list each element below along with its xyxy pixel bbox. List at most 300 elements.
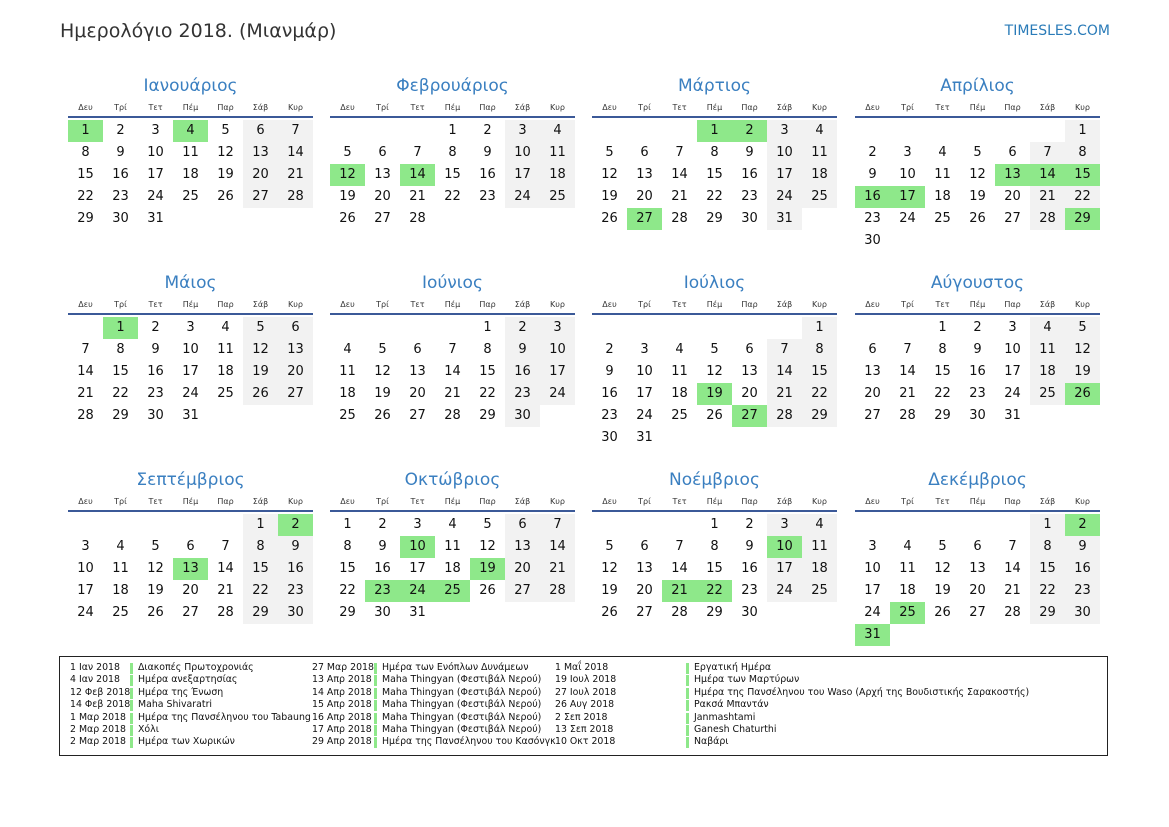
day-cell: 10	[77, 561, 94, 576]
day-cell: 17	[767, 558, 802, 580]
weekday-label: Σάβ	[252, 103, 269, 112]
weekday-label: Κυρ	[1075, 103, 1090, 112]
weekday-label: Σάβ	[514, 497, 531, 506]
holiday-color-marker	[686, 725, 689, 736]
day-cell: 26	[374, 408, 391, 423]
weekday-label: Σάβ	[1039, 300, 1056, 309]
holiday-day: 13	[173, 558, 208, 580]
day-cell: 28	[77, 408, 94, 423]
header-divider	[68, 116, 313, 118]
holiday-day: 29	[1065, 208, 1100, 230]
weekday-label: Τετ	[935, 497, 950, 506]
legend-holiday-name: Ημέρα της Ένωση	[138, 686, 224, 698]
legend-item	[60, 699, 1100, 711]
holiday-color-marker	[686, 737, 689, 748]
day-cell: 28	[1004, 605, 1021, 620]
day-cell: 18	[671, 386, 688, 401]
day-cell: 30	[147, 408, 164, 423]
day-cell: 20	[243, 164, 278, 186]
day-cell: 27	[409, 408, 426, 423]
legend-date: 27 Ιουλ 2018	[555, 686, 617, 698]
day-cell: 5	[483, 517, 492, 532]
day-cell: 4	[938, 145, 947, 160]
day-cell: 28	[899, 408, 916, 423]
day-cell: 3	[903, 145, 912, 160]
weekday-label: Κυρ	[812, 300, 827, 309]
weekday-label: Τρί	[376, 103, 389, 112]
month-9	[68, 466, 313, 641]
day-cell: 15	[479, 364, 496, 379]
day-cell: 18	[540, 164, 575, 186]
weekday-label: Κυρ	[812, 497, 827, 506]
day-cell: 18	[802, 164, 837, 186]
day-cell: 22	[77, 189, 94, 204]
day-cell: 14	[278, 142, 313, 164]
day-cell: 9	[483, 145, 492, 160]
header-divider	[330, 510, 575, 512]
day-cell: 4	[802, 120, 837, 142]
day-cell: 5	[973, 145, 982, 160]
weekday-label: Πέμ	[706, 103, 723, 112]
day-cell: 30	[374, 605, 391, 620]
day-cell: 21	[540, 558, 575, 580]
day-cell: 2	[151, 320, 160, 335]
day-cell: 21	[409, 189, 426, 204]
day-cell: 9	[1065, 536, 1100, 558]
day-cell: 16	[479, 167, 496, 182]
legend-date: 19 Ιουλ 2018	[555, 674, 617, 686]
day-cell: 13	[374, 167, 391, 182]
legend-holiday-name: Janmashtami	[694, 711, 756, 723]
day-cell: 6	[278, 317, 313, 339]
day-cell: 1	[243, 514, 278, 536]
day-cell: 11	[899, 561, 916, 576]
day-cell: 8	[448, 145, 457, 160]
day-cell: 25	[802, 186, 837, 208]
holiday-day: 1	[697, 120, 732, 142]
day-cell: 29	[77, 211, 94, 226]
weekday-label: Σάβ	[514, 300, 531, 309]
day-cell: 3	[505, 120, 540, 142]
day-cell: 12	[479, 539, 496, 554]
weekday-label: Παρ	[217, 300, 234, 309]
day-cell: 6	[745, 342, 754, 357]
day-cell: 4	[540, 120, 575, 142]
day-cell: 8	[1030, 536, 1065, 558]
weekday-label: Κυρ	[550, 497, 565, 506]
day-cell: 19	[339, 189, 356, 204]
day-cell: 22	[112, 386, 129, 401]
day-cell: 23	[479, 189, 496, 204]
day-cell: 12	[217, 145, 234, 160]
holiday-legend	[59, 656, 1108, 756]
weekday-label: Δευ	[340, 103, 355, 112]
header-divider	[592, 116, 837, 118]
weekday-label: Πέμ	[969, 497, 986, 506]
holiday-day: 1	[68, 120, 103, 142]
weekday-label: Δευ	[78, 103, 93, 112]
day-cell: 4	[802, 514, 837, 536]
day-cell: 25	[1030, 383, 1065, 405]
legend-date: 14 Φεβ 2018	[70, 699, 131, 711]
weekday-label: Δευ	[78, 497, 93, 506]
day-cell: 28	[671, 605, 688, 620]
day-cell: 28	[409, 211, 426, 226]
day-cell: 30	[741, 605, 758, 620]
day-cell: 25	[802, 580, 837, 602]
day-cell: 16	[1065, 558, 1100, 580]
holiday-day: 2	[732, 120, 767, 142]
day-cell: 4	[1030, 317, 1065, 339]
legend-date: 2 Σεπ 2018	[555, 711, 608, 723]
day-cell: 6	[378, 145, 387, 160]
legend-holiday-name: Maha Thingyan (Φεστιβάλ Νερού)	[382, 686, 542, 698]
header-divider	[855, 313, 1100, 315]
holiday-day: 16	[855, 186, 890, 208]
day-cell: 26	[969, 211, 986, 226]
day-cell: 5	[605, 539, 614, 554]
day-cell: 11	[1030, 339, 1065, 361]
day-cell: 5	[938, 539, 947, 554]
weekday-label: Τετ	[935, 103, 950, 112]
day-cell: 16	[741, 561, 758, 576]
day-cell: 24	[505, 186, 540, 208]
month-name: Οκτώβριος	[404, 470, 501, 490]
day-cell: 19	[374, 386, 391, 401]
day-cell: 27	[374, 211, 391, 226]
day-cell: 19	[147, 583, 164, 598]
day-cell: 23	[147, 386, 164, 401]
day-cell: 24	[540, 383, 575, 405]
holiday-day: 27	[627, 208, 662, 230]
holiday-day: 31	[855, 624, 890, 646]
day-cell: 6	[413, 342, 422, 357]
legend-holiday-name: Ημέρα της Πανσέληνου του Waso (Αρχή της Βουδιστικής Σαρακοστής)	[694, 686, 1030, 698]
day-cell: 30	[601, 430, 618, 445]
day-cell: 14	[899, 364, 916, 379]
day-cell: 8	[483, 342, 492, 357]
legend-item	[60, 724, 1100, 736]
month-name: Ιούνιος	[422, 273, 483, 293]
day-cell: 29	[479, 408, 496, 423]
day-cell: 2	[745, 517, 754, 532]
day-cell: 21	[77, 386, 94, 401]
day-cell: 15	[112, 364, 129, 379]
weekday-label: Δευ	[78, 300, 93, 309]
day-cell: 23	[864, 211, 881, 226]
month-7	[592, 269, 837, 444]
weekday-label: Πέμ	[444, 497, 461, 506]
day-cell: 29	[243, 602, 278, 624]
day-cell: 31	[409, 605, 426, 620]
day-cell: 19	[969, 189, 986, 204]
holiday-day: 2	[1065, 514, 1100, 536]
month-12	[855, 466, 1100, 641]
day-cell: 24	[864, 605, 881, 620]
day-cell: 24	[77, 605, 94, 620]
day-cell: 30	[864, 233, 881, 248]
month-name: Απρίλιος	[940, 76, 1015, 96]
weekday-label: Κυρ	[812, 103, 827, 112]
holiday-day: 25	[890, 602, 925, 624]
day-cell: 13	[278, 339, 313, 361]
legend-date: 10 Οκτ 2018	[555, 736, 616, 748]
day-cell: 25	[217, 386, 234, 401]
day-cell: 31	[636, 430, 653, 445]
day-cell: 15	[706, 561, 723, 576]
day-cell: 16	[147, 364, 164, 379]
legend-date: 4 Ιαν 2018	[70, 674, 120, 686]
weekday-label: Κυρ	[288, 300, 303, 309]
weekday-label: Τρί	[114, 103, 127, 112]
weekday-label: Κυρ	[288, 103, 303, 112]
day-cell: 4	[116, 539, 125, 554]
day-cell: 6	[243, 120, 278, 142]
day-cell: 11	[182, 145, 199, 160]
legend-holiday-name: Ganesh Chaturthi	[694, 724, 777, 735]
header-divider	[330, 116, 575, 118]
day-cell: 19	[934, 583, 951, 598]
day-cell: 15	[243, 558, 278, 580]
legend-holiday-name: Ημέρα της Πανσέληνου του Tabaung	[138, 711, 311, 723]
day-cell: 11	[934, 167, 951, 182]
month-name: Νοέμβριος	[669, 470, 760, 490]
day-cell: 13	[636, 167, 653, 182]
day-cell: 15	[706, 167, 723, 182]
holiday-day: 26	[1065, 383, 1100, 405]
day-cell: 18	[217, 364, 234, 379]
day-cell: 24	[899, 211, 916, 226]
weekday-label: Παρ	[217, 497, 234, 506]
day-cell: 24	[767, 580, 802, 602]
legend-date: 13 Απρ 2018	[312, 674, 372, 686]
legend-holiday-name: Ημέρα των Χωρικών	[138, 736, 235, 748]
legend-date: 12 Φεβ 2018	[70, 686, 131, 698]
day-cell: 24	[767, 186, 802, 208]
holiday-day: 15	[1065, 164, 1100, 186]
legend-holiday-name: Ναβάρι	[694, 736, 729, 748]
day-cell: 10	[767, 142, 802, 164]
weekday-label: Τετ	[672, 103, 687, 112]
day-cell: 4	[448, 517, 457, 532]
day-cell: 29	[339, 605, 356, 620]
weekday-label: Παρ	[217, 103, 234, 112]
day-cell: 12	[601, 167, 618, 182]
day-cell: 14	[444, 364, 461, 379]
header-divider	[330, 313, 575, 315]
day-cell: 8	[343, 539, 352, 554]
holiday-day: 24	[400, 580, 435, 602]
day-cell: 20	[636, 189, 653, 204]
day-cell: 29	[706, 211, 723, 226]
legend-item	[60, 662, 1100, 674]
weekday-label: Τρί	[376, 300, 389, 309]
day-cell: 11	[540, 142, 575, 164]
day-cell: 22	[1065, 186, 1100, 208]
day-cell: 28	[540, 580, 575, 602]
day-cell: 18	[802, 558, 837, 580]
day-cell: 30	[969, 408, 986, 423]
day-cell: 17	[77, 583, 94, 598]
day-cell: 10	[1004, 342, 1021, 357]
day-cell: 31	[1004, 408, 1021, 423]
month-name: Σεπτέμβριος	[136, 470, 245, 490]
day-cell: 6	[973, 539, 982, 554]
holiday-day: 14	[1030, 164, 1065, 186]
weekday-label: Παρ	[1004, 103, 1021, 112]
day-cell: 31	[182, 408, 199, 423]
day-cell: 12	[934, 561, 951, 576]
day-cell: 23	[505, 383, 540, 405]
day-cell: 3	[540, 317, 575, 339]
day-cell: 11	[802, 536, 837, 558]
day-cell: 2	[483, 123, 492, 138]
holiday-color-marker	[686, 700, 689, 711]
day-cell: 8	[710, 539, 719, 554]
weekday-label: Κυρ	[1075, 497, 1090, 506]
day-cell: 30	[741, 211, 758, 226]
day-cell: 9	[378, 539, 387, 554]
weekday-label: Τετ	[672, 497, 687, 506]
holiday-day: 17	[890, 186, 925, 208]
legend-date: 26 Αυγ 2018	[555, 699, 615, 711]
day-cell: 9	[868, 167, 877, 182]
day-cell: 6	[640, 145, 649, 160]
day-cell: 3	[868, 539, 877, 554]
day-cell: 7	[278, 120, 313, 142]
day-cell: 4	[675, 342, 684, 357]
day-cell: 20	[374, 189, 391, 204]
day-cell: 3	[767, 120, 802, 142]
legend-holiday-name: Maha Thingyan (Φεστιβάλ Νερού)	[382, 674, 542, 686]
day-cell: 1	[448, 123, 457, 138]
day-cell: 15	[444, 167, 461, 182]
month-10	[330, 466, 575, 641]
day-cell: 15	[934, 364, 951, 379]
day-cell: 1	[1065, 120, 1100, 142]
day-cell: 5	[1065, 317, 1100, 339]
weekday-label: Τετ	[148, 103, 163, 112]
weekday-label: Κυρ	[550, 103, 565, 112]
day-cell: 20	[278, 361, 313, 383]
weekday-label: Παρ	[479, 497, 496, 506]
weekday-label: Δευ	[865, 497, 880, 506]
day-cell: 3	[151, 123, 160, 138]
day-cell: 7	[903, 342, 912, 357]
legend-date: 1 Ιαν 2018	[70, 662, 120, 673]
day-cell: 7	[1008, 539, 1017, 554]
day-cell: 8	[81, 145, 90, 160]
day-cell: 20	[741, 386, 758, 401]
site-link[interactable]: TIMESLES.COM	[1004, 23, 1110, 39]
weekday-label: Σάβ	[776, 103, 793, 112]
day-cell: 9	[745, 145, 754, 160]
day-cell: 3	[1008, 320, 1017, 335]
day-cell: 24	[147, 189, 164, 204]
day-cell: 25	[934, 211, 951, 226]
legend-date: 2 Μαρ 2018	[70, 724, 127, 735]
weekday-label: Σάβ	[1039, 497, 1056, 506]
day-cell: 19	[1065, 361, 1100, 383]
legend-date: 17 Απρ 2018	[312, 724, 372, 735]
day-cell: 28	[671, 211, 688, 226]
day-cell: 27	[864, 408, 881, 423]
day-cell: 17	[409, 561, 426, 576]
day-cell: 5	[605, 145, 614, 160]
day-cell: 2	[868, 145, 877, 160]
weekday-label: Τετ	[148, 300, 163, 309]
legend-date: 1 Μαΐ 2018	[555, 662, 609, 673]
day-cell: 28	[1030, 208, 1065, 230]
holiday-day: 10	[400, 536, 435, 558]
weekday-label: Σάβ	[1039, 103, 1056, 112]
day-cell: 7	[413, 145, 422, 160]
day-cell: 7	[675, 539, 684, 554]
day-cell: 8	[243, 536, 278, 558]
day-cell: 14	[671, 167, 688, 182]
legend-holiday-name: Εργατική Ημέρα	[694, 662, 772, 673]
day-cell: 31	[767, 208, 802, 230]
month-8	[855, 269, 1100, 444]
day-cell: 20	[182, 583, 199, 598]
month-name: Μάρτιος	[677, 76, 752, 96]
day-cell: 8	[710, 145, 719, 160]
day-cell: 22	[479, 386, 496, 401]
holiday-day: 12	[330, 164, 365, 186]
day-cell: 4	[903, 539, 912, 554]
weekday-label: Τρί	[638, 300, 651, 309]
day-cell: 21	[671, 189, 688, 204]
holiday-color-marker	[686, 713, 689, 724]
day-cell: 19	[217, 167, 234, 182]
holiday-day: 25	[435, 580, 470, 602]
day-cell: 13	[864, 364, 881, 379]
weekday-label: Κυρ	[1075, 300, 1090, 309]
day-cell: 8	[802, 339, 837, 361]
day-cell: 26	[243, 383, 278, 405]
weekday-label: Δευ	[865, 103, 880, 112]
day-cell: 14	[540, 536, 575, 558]
weekday-label: Σάβ	[776, 300, 793, 309]
day-cell: 2	[505, 317, 540, 339]
month-name: Αύγουστος	[930, 273, 1025, 293]
day-cell: 26	[706, 408, 723, 423]
day-cell: 9	[116, 145, 125, 160]
weekday-label: Σάβ	[514, 103, 531, 112]
day-cell: 3	[640, 342, 649, 357]
day-cell: 11	[671, 364, 688, 379]
day-cell: 23	[741, 189, 758, 204]
day-cell: 14	[77, 364, 94, 379]
day-cell: 25	[339, 408, 356, 423]
weekday-label: Κυρ	[288, 497, 303, 506]
day-cell: 10	[899, 167, 916, 182]
day-cell: 28	[278, 186, 313, 208]
day-cell: 13	[741, 364, 758, 379]
day-cell: 23	[969, 386, 986, 401]
legend-holiday-name: Ημέρα των Μαρτύρων	[694, 674, 800, 686]
day-cell: 24	[182, 386, 199, 401]
day-cell: 9	[745, 539, 754, 554]
day-cell: 16	[969, 364, 986, 379]
day-cell: 2	[973, 320, 982, 335]
month-5	[68, 269, 313, 444]
day-cell: 9	[973, 342, 982, 357]
day-cell: 28	[767, 405, 802, 427]
day-cell: 2	[378, 517, 387, 532]
weekday-label: Τετ	[148, 497, 163, 506]
weekday-label: Παρ	[479, 103, 496, 112]
